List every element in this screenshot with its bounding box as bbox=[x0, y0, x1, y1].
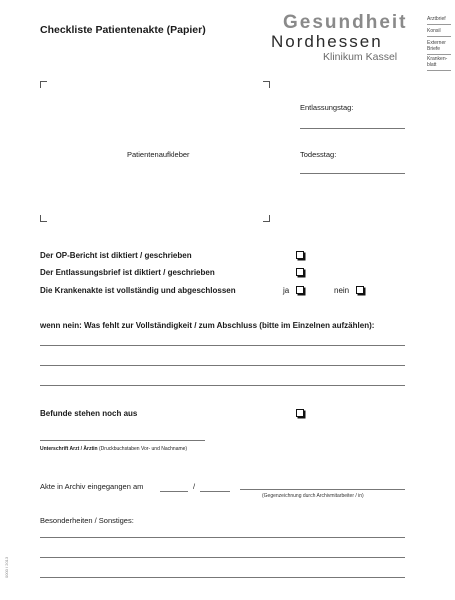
checklist-item-op-report: Der OP-Bericht ist diktiert / geschrieben bbox=[40, 251, 192, 260]
side-tab-konsil: Konsil bbox=[427, 28, 451, 37]
record-complete-no-checkbox[interactable] bbox=[356, 286, 364, 294]
signature-line[interactable] bbox=[40, 440, 205, 441]
missing-items-line-2[interactable] bbox=[40, 365, 405, 366]
discharge-letter-checkbox[interactable] bbox=[296, 268, 304, 276]
missing-items-line-1[interactable] bbox=[40, 345, 405, 346]
notes-label: Besonderheiten / Sonstiges: bbox=[40, 516, 134, 525]
logo-line-1: Gesundheit bbox=[283, 12, 408, 33]
archive-separator: / bbox=[193, 482, 196, 491]
sticker-corner-top-right bbox=[263, 81, 270, 88]
countersign-caption: (Gegenzeichnung durch Archivmitarbeiter / in) bbox=[262, 493, 364, 499]
signature-caption bbox=[40, 446, 187, 452]
side-tab-arztbrief: Arztbrief bbox=[427, 16, 451, 25]
no-label: nein bbox=[334, 286, 350, 295]
signature-caption-bold: Unterschrift Arzt / Ärztin bbox=[40, 446, 98, 452]
archive-date-field-2[interactable] bbox=[200, 491, 230, 492]
discharge-date-label: Entlassungstag: bbox=[300, 103, 354, 112]
death-date-label: Todesstag: bbox=[300, 150, 337, 159]
sticker-corner-bottom-right bbox=[263, 215, 270, 222]
notes-line-1[interactable] bbox=[40, 537, 405, 538]
findings-pending-label: Befunde stehen noch aus bbox=[40, 409, 138, 418]
notes-line-2[interactable] bbox=[40, 557, 405, 558]
side-tab-krankenblatt: Kranken-blatt bbox=[427, 56, 451, 71]
form-title: Checkliste Patientenakte (Papier) bbox=[40, 24, 206, 36]
logo-line-3: Klinikum Kassel bbox=[323, 51, 398, 63]
sticker-corner-bottom-left bbox=[40, 215, 47, 222]
yes-label: ja bbox=[283, 286, 290, 295]
archive-label: Akte in Archiv eingegangen am bbox=[40, 482, 144, 491]
missing-items-heading: wenn nein: Was fehlt zur Vollständigkeit / zum Abschluss (bitte im Einzelnen aufzählen): bbox=[40, 321, 375, 330]
death-date-field[interactable] bbox=[300, 173, 405, 174]
form-code: 0000 / 2013 bbox=[4, 556, 9, 578]
countersign-line[interactable] bbox=[240, 489, 405, 490]
missing-items-line-3[interactable] bbox=[40, 385, 405, 386]
discharge-date-field[interactable] bbox=[300, 128, 405, 129]
checklist-item-record-complete: Die Krankenakte ist vollständig und abgeschlossen bbox=[40, 286, 236, 295]
logo-line-2: Nordhessen bbox=[271, 32, 383, 51]
side-tab-externer-briefe: Externer Briefe bbox=[427, 40, 451, 55]
findings-pending-checkbox[interactable] bbox=[296, 409, 304, 417]
notes-line-3[interactable] bbox=[40, 577, 405, 578]
checklist-item-discharge-letter: Der Entlassungsbrief ist diktiert / geschrieben bbox=[40, 268, 215, 277]
sticker-label: Patientenaufkleber bbox=[127, 150, 190, 159]
archive-date-field-1[interactable] bbox=[160, 491, 188, 492]
signature-caption-rest: (Druckbuchstaben Vor- und Nachname) bbox=[99, 446, 188, 452]
record-complete-yes-checkbox[interactable] bbox=[296, 286, 304, 294]
sticker-corner-top-left bbox=[40, 81, 47, 88]
op-report-checkbox[interactable] bbox=[296, 251, 304, 259]
